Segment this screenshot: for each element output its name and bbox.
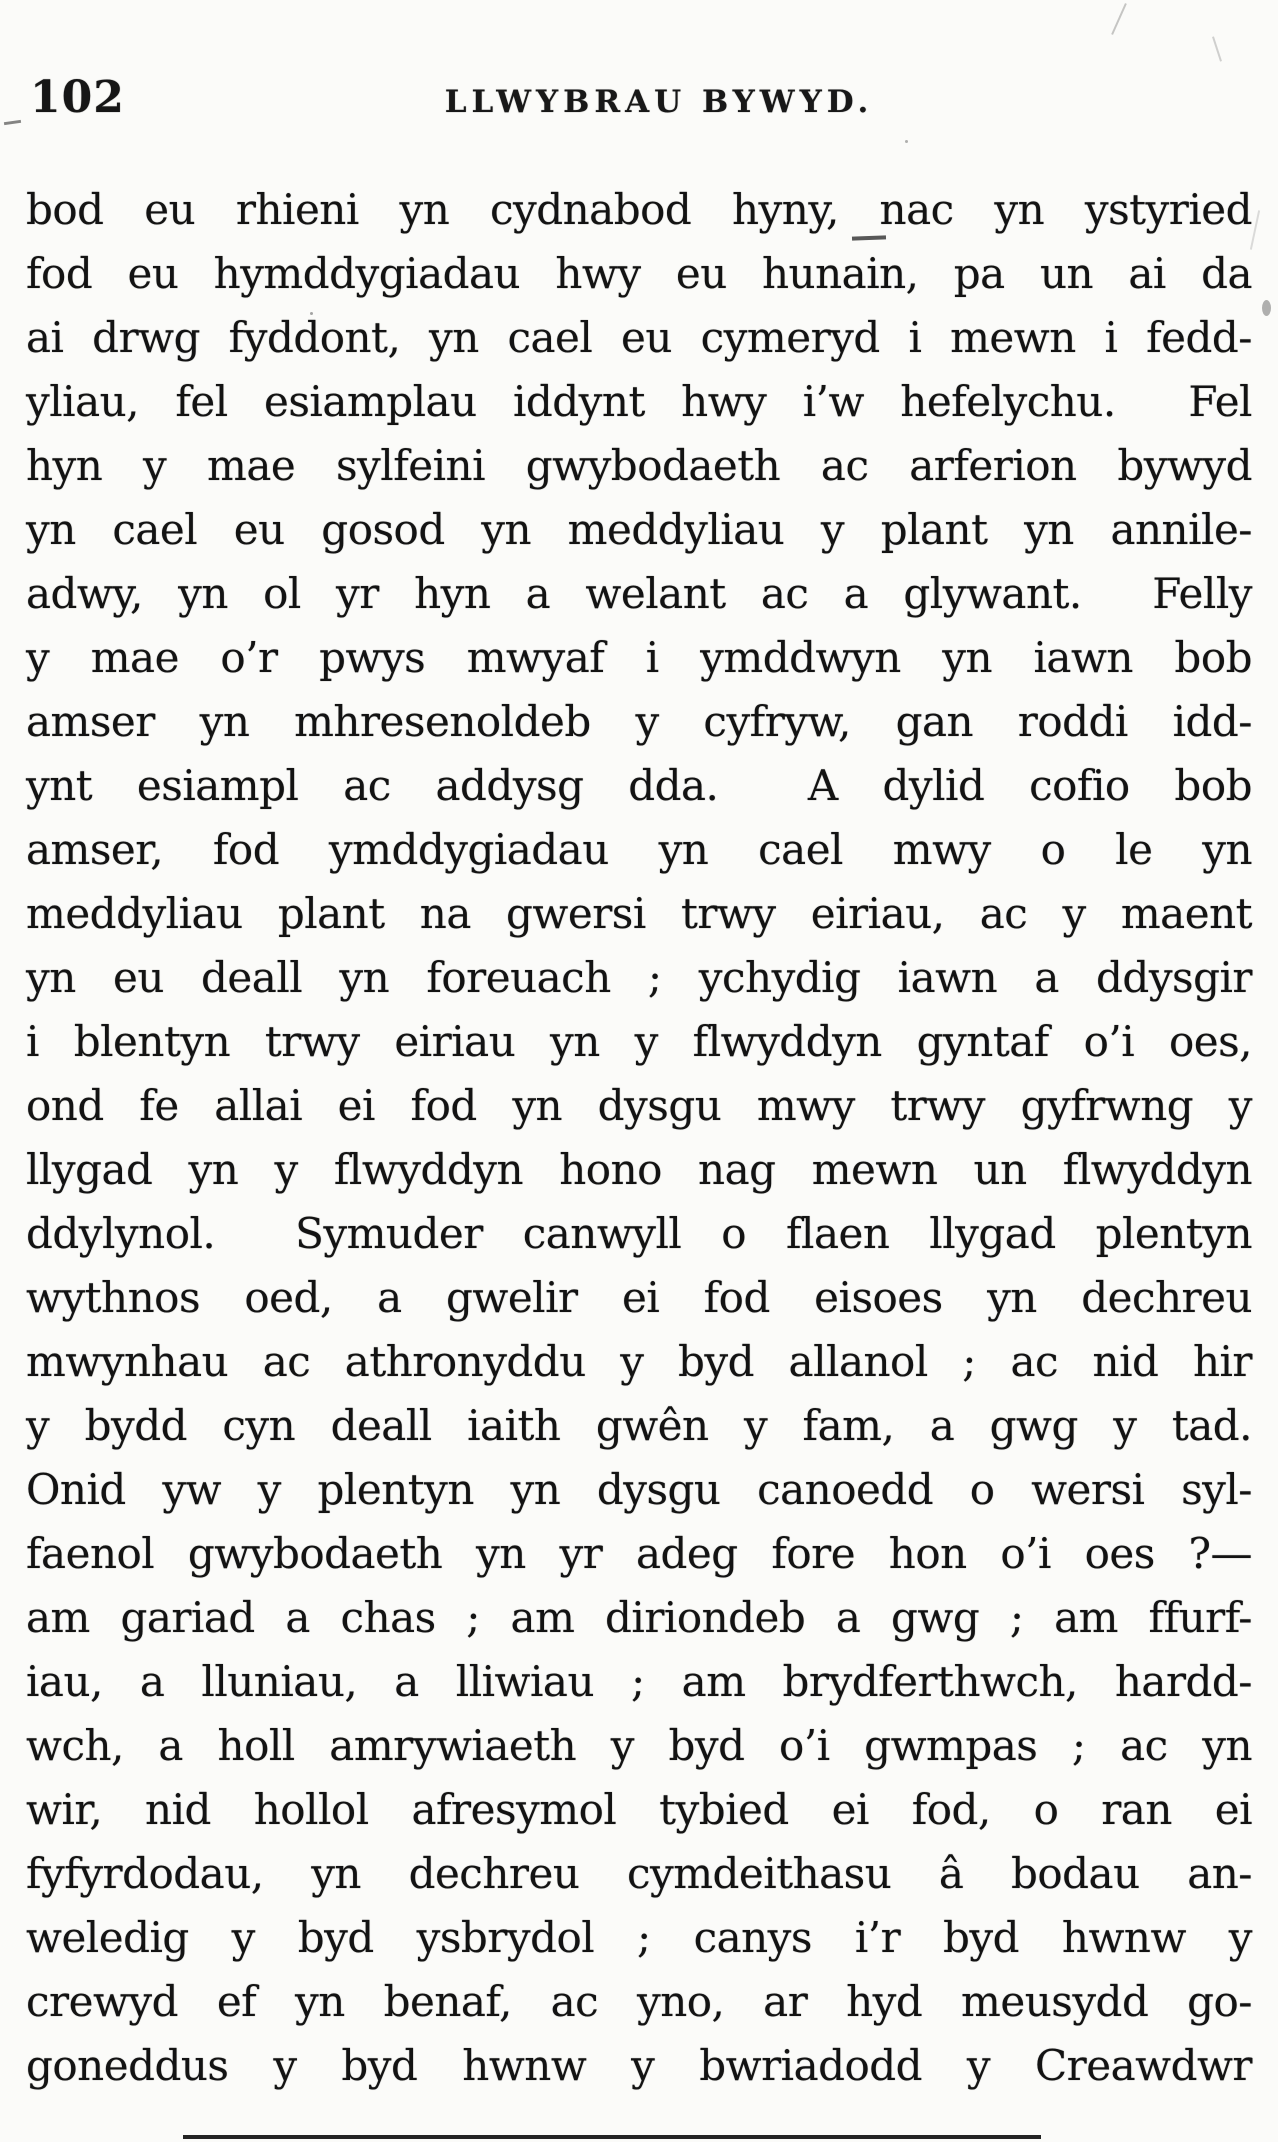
text-line: iau, a lluniau, a lliwiau ; am brydferthwch, hardd-: [26, 1657, 1252, 1706]
scan-artifact: [1212, 36, 1222, 61]
text-line: amser yn mhresenoldeb y cyfryw, gan roddi idd-: [26, 697, 1252, 746]
scan-artifact: [1111, 3, 1127, 35]
text-line: crewyd ef yn benaf, ac yno, ar hyd meusydd go-: [26, 1977, 1252, 2026]
scan-artifact: [905, 140, 908, 143]
text-line: amser, fod ymddygiadau yn cael mwy o le yn: [26, 825, 1252, 874]
text-line: yn eu deall yn foreuach ; ychydig iawn a ddysgir: [26, 953, 1252, 1002]
scan-artifact-bottom-bar: [183, 2135, 1041, 2139]
running-title: LLWYBRAU BYWYD.: [444, 84, 874, 120]
text-line: weledig y byd ysbrydol ; canys i’r byd hwnw y: [26, 1913, 1252, 1962]
scan-artifact: [1262, 300, 1271, 316]
text-line: mwynhau ac athronyddu y byd allanol ; ac nid hir: [26, 1337, 1252, 1386]
text-line: fyfyrdodau, yn dechreu cymdeithasu â bodau an-: [26, 1849, 1252, 1898]
text-line: faenol gwybodaeth yn yr adeg fore hon o’i oes ?—: [26, 1529, 1252, 1578]
text-line: wir, nid hollol afresymol tybied ei fod, o ran ei: [26, 1785, 1252, 1834]
text-line: y bydd cyn deall iaith gwên y fam, a gwg y tad.: [26, 1401, 1252, 1450]
text-line: ynt esiampl ac addysg dda. A dylid cofio bob: [26, 761, 1252, 810]
text-line: hyn y mae sylfeini gwybodaeth ac arferion bywyd: [26, 441, 1252, 490]
text-line: Onid yw y plentyn yn dysgu canoedd o wersi syl-: [26, 1465, 1252, 1514]
text-line: fod eu hymddygiadau hwy eu hunain, pa un ai da: [26, 249, 1252, 298]
text-line: meddyliau plant na gwersi trwy eiriau, ac y maent: [26, 889, 1252, 938]
page-number: 102: [30, 72, 125, 123]
text-line: ond fe allai ei fod yn dysgu mwy trwy gyfrwng y: [26, 1081, 1252, 1130]
text-line: bod eu rhieni yn cydnabod hyny, nac yn ystyried: [26, 185, 1252, 234]
text-line: adwy, yn ol yr hyn a welant ac a glywant. Felly: [26, 569, 1252, 618]
text-line: llygad yn y flwyddyn hono nag mewn un flwyddyn: [26, 1145, 1252, 1194]
text-line: am gariad a chas ; am diriondeb a gwg ; am ffurf-: [26, 1593, 1252, 1642]
text-line: ai drwg fyddont, yn cael eu cymeryd i mewn i fedd-: [26, 313, 1252, 362]
text-line: y mae o’r pwys mwyaf i ymddwyn yn iawn bob: [26, 633, 1252, 682]
text-line: wch, a holl amrywiaeth y byd o’i gwmpas ; ac yn: [26, 1721, 1252, 1770]
body-text: [26, 178, 1252, 2098]
text-line: yliau, fel esiamplau iddynt hwy i’w hefelychu. Fel: [26, 377, 1252, 426]
text-line: ddylynol. Symuder canwyll o flaen llygad plentyn: [26, 1209, 1252, 1258]
text-line: yn cael eu gosod yn meddyliau y plant yn annile-: [26, 505, 1252, 554]
text-line: i blentyn trwy eiriau yn y flwyddyn gyntaf o’i oes,: [26, 1017, 1252, 1066]
scan-artifact: [4, 120, 21, 125]
text-line: goneddus y byd hwnw y bwriadodd y Creawdwr: [26, 2041, 1252, 2090]
text-line: wythnos oed, a gwelir ei fod eisoes yn dechreu: [26, 1273, 1252, 1322]
